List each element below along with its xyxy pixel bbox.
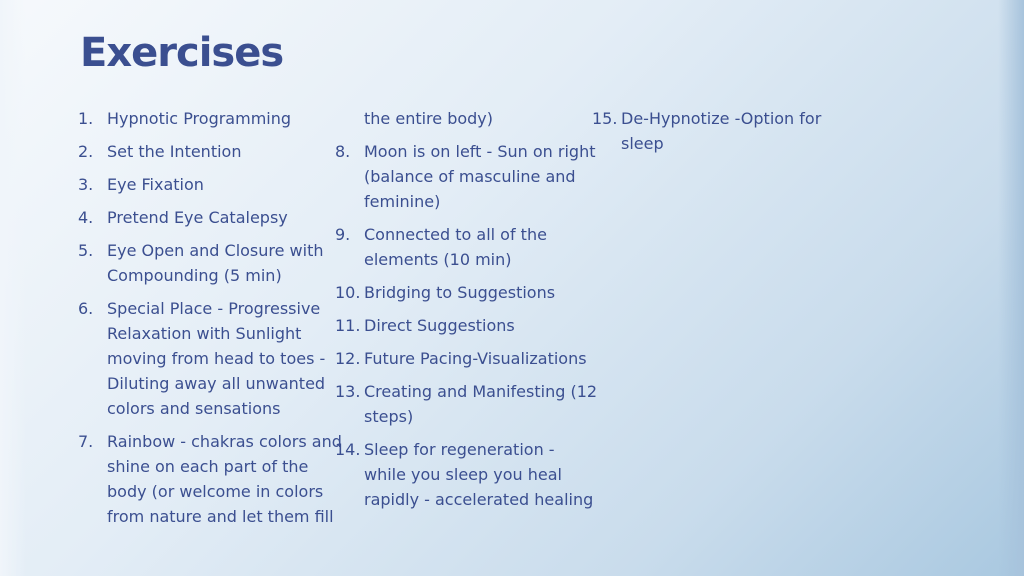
item-number: 4. xyxy=(78,208,94,227)
list-item xyxy=(78,139,351,164)
item-text: rapidly - accelerated healing xyxy=(364,490,594,509)
list-item xyxy=(78,238,348,288)
list-item xyxy=(335,437,605,512)
item-text: the entire body) xyxy=(364,109,494,128)
item-text: Special Place - Progressive xyxy=(107,299,321,318)
item-text: Compounding (5 min) xyxy=(107,266,282,285)
exercise-list-column-2 xyxy=(335,106,605,512)
item-number: 2. xyxy=(78,142,94,161)
item-text: sleep xyxy=(621,134,664,153)
item-text: Bridging to Suggestions xyxy=(364,283,556,302)
item-text: colors and sensations xyxy=(107,399,281,418)
item-number: 11. xyxy=(335,316,361,335)
slide-edge-left xyxy=(0,0,26,576)
item-text: elements (10 min) xyxy=(364,250,512,269)
list-item xyxy=(78,205,348,230)
item-text: Moon is on left - Sun on right xyxy=(364,142,596,161)
item-text: Eye Open and Closure with xyxy=(107,241,324,260)
item-text: Pretend Eye Catalepsy xyxy=(107,208,288,227)
item-text: Creating and Manifesting (12 xyxy=(364,382,598,401)
item-text: shine on each part of the xyxy=(107,457,309,476)
exercise-list-column-1 xyxy=(78,106,351,529)
item-number: 6. xyxy=(78,299,94,318)
item-text: steps) xyxy=(364,407,414,426)
item-text: from nature and let them fill xyxy=(107,507,334,526)
item-number: 13. xyxy=(335,382,361,401)
item-text: moving from head to toes - xyxy=(107,349,326,368)
item-text: Diluting away all unwanted xyxy=(107,374,326,393)
list-item xyxy=(592,106,862,156)
list-item xyxy=(335,313,605,338)
item-number: 3. xyxy=(78,175,94,194)
item-number: 7. xyxy=(78,432,94,451)
list-item xyxy=(78,172,348,197)
item-text: Direct Suggestions xyxy=(364,316,515,335)
item-number: 8. xyxy=(335,142,351,161)
item-number: 15. xyxy=(592,109,618,128)
list-item xyxy=(78,106,348,131)
item-number: 14. xyxy=(335,440,361,459)
item-number: 1. xyxy=(78,109,94,128)
item-text: Set the Intention xyxy=(107,142,242,161)
item-text: Rainbow - chakras colors and xyxy=(107,432,342,451)
item-number: 10. xyxy=(335,283,361,302)
item-number: 12. xyxy=(335,349,361,368)
item-text: Hypnotic Programming xyxy=(107,109,292,128)
slide-edge-right xyxy=(998,0,1024,576)
list-item xyxy=(78,429,348,529)
item-text: Connected to all of the xyxy=(364,225,547,244)
item-text: Sleep for regeneration - xyxy=(364,440,555,459)
item-text: Eye Fixation xyxy=(107,175,204,194)
list-item xyxy=(335,222,605,272)
item-text: body (or welcome in colors xyxy=(107,482,324,501)
list-item xyxy=(335,379,605,429)
exercise-list-column-3 xyxy=(592,106,862,156)
item-text: Relaxation with Sunlight xyxy=(107,324,302,343)
item-text: (balance of masculine and xyxy=(364,167,576,186)
list-item xyxy=(335,346,605,371)
item-text: while you sleep you heal xyxy=(364,465,562,484)
slide-title: Exercises xyxy=(80,30,284,76)
item-text: De-Hypnotize -Option for xyxy=(621,109,822,128)
list-item xyxy=(335,280,605,305)
list-item xyxy=(335,139,605,214)
item-text: Future Pacing-Visualizations xyxy=(364,349,587,368)
list-item-continuation xyxy=(335,106,605,131)
item-number: 5. xyxy=(78,241,94,260)
list-item xyxy=(78,296,348,421)
item-text: feminine) xyxy=(364,192,441,211)
item-number: 9. xyxy=(335,225,351,244)
